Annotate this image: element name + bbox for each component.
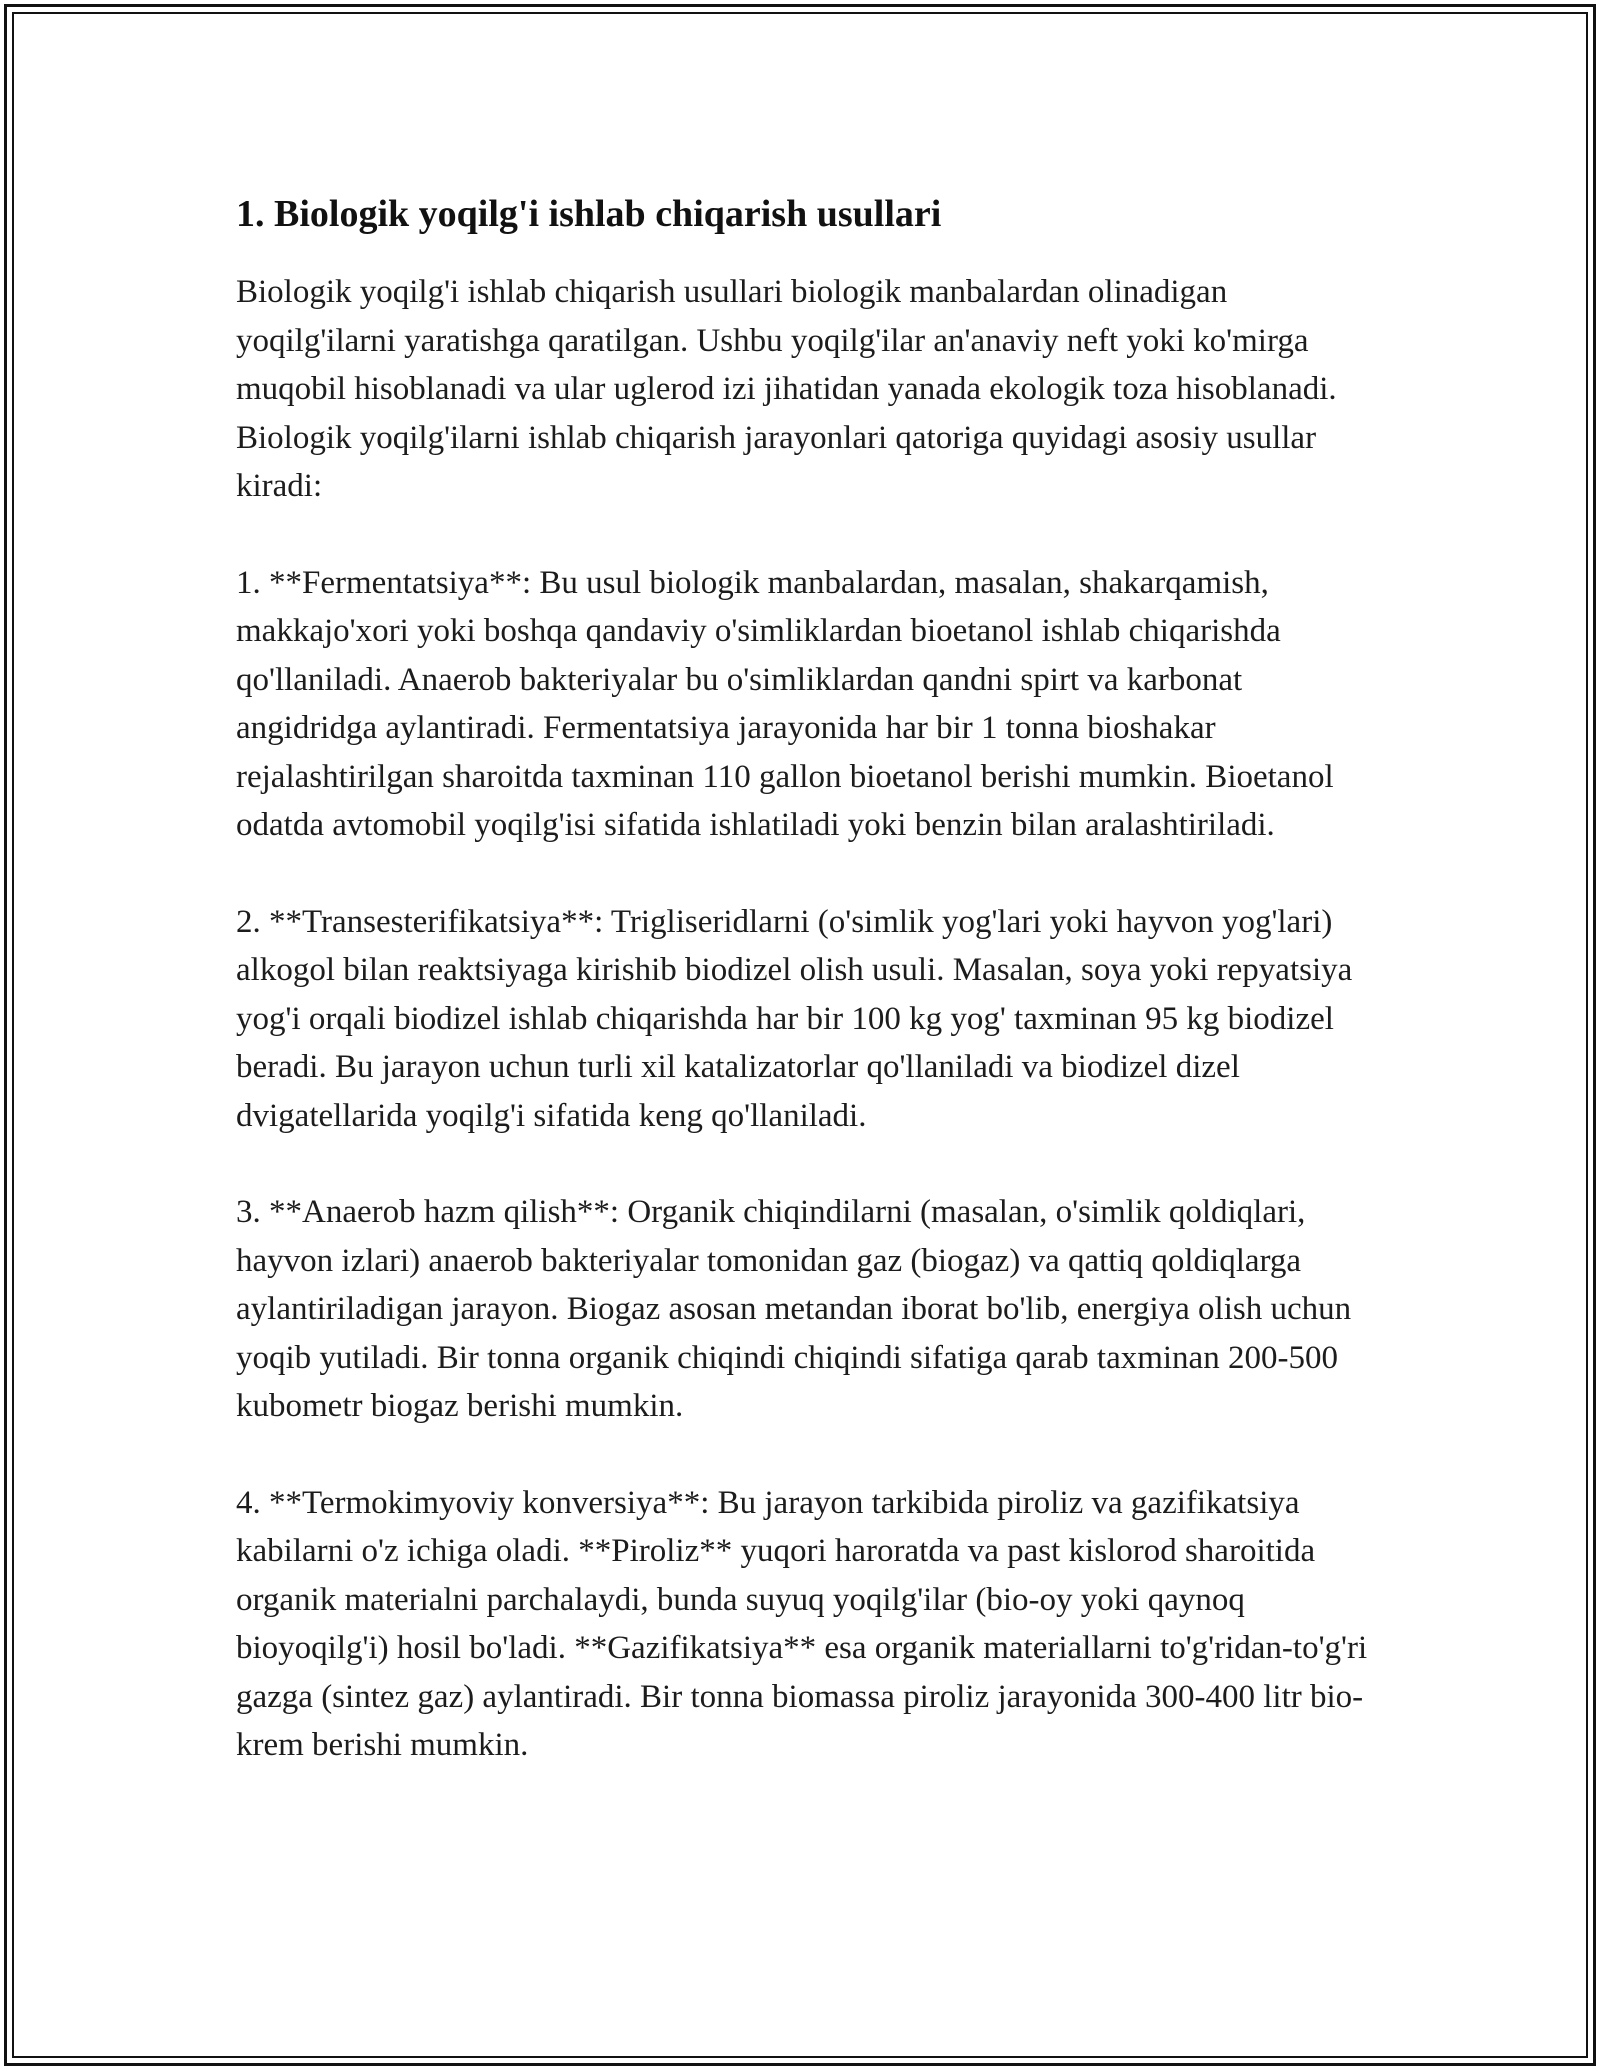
document-body xyxy=(236,184,1386,1818)
anaerobic-digestion-paragraph: 3. **Anaerob hazm qilish**: Organik chiqindilarni (masalan, o'simlik qoldiqlari, hayvon izlari) anaerob bakteriyalar tomonidan gaz (biogaz) va qattiq qoldiqlarga aylantiriladigan jarayon. Biogaz asosan metandan iborat bo'lib, energiya olish uchun yoqib yutiladi. Bir tonna organik chiqindi chiqindi sifatiga qarab taxminan 200-500 kubometr biogaz berishi mumkin. xyxy=(236,1194,1352,1424)
transesterification-paragraph: 2. **Transesterifikatsiya**: Trigliseridlarni (o'simlik yog'lari yoki hayvon yog'lari) alkogol bilan reaktsiyaga kirishib biodizel olish usuli. Masalan, soya yoki repyatsiya yog'i orqali biodizel ishlab chiqarishda har bir 100 kg yog' taxminan 95 kg biodizel beradi. Bu jarayon uchun turli xil katalizatorlar qo'llaniladi va biodizel dizel dvigatellarida yoqilg'i sifatida keng qo'llaniladi. xyxy=(236,903,1353,1134)
document-title: 1. Biologik yoqilg'i ishlab chiqarish usullari xyxy=(236,193,942,235)
intro-paragraph: Biologik yoqilg'i ishlab chiqarish usullari biologik manbalardan olinadigan yoqilg'ilarni yaratishga qaratilgan. Ushbu yoqilg'ilar an'anaviy neft yoki ko'mirga muqobil hisoblanadi va ular uglerod izi jihatidan yanada ekologik toza hisoblanadi. Biologik yoqilg'ilarni ishlab chiqarish jarayonlari qatoriga quyidagi asosiy usullar kiradi: xyxy=(236,274,1337,504)
thermochemical-conversion-paragraph: 4. **Termokimyoviy konversiya**: Bu jarayon tarkibida piroliz va gazifikatsiya kabilarni o'z ichiga oladi. **Piroliz** yuqori haroratda va past kislorod sharoitida organik materialni parchalaydi, bunda suyuq yoqilg'ilar (bio-oy yoki qaynoq bioyoqilg'i) hosil bo'ladi. **Gazifikatsiya** esa organik materiallarni to'g'ridan-to'g'ri gazga (sintez gaz) aylantiradi. Bir tonna biomassa piroliz jarayonida 300-400 litr bio-krem berishi mumkin. xyxy=(236,1484,1368,1763)
fermentation-paragraph: 1. **Fermentatsiya**: Bu usul biologik manbalardan, masalan, shakarqamish, makkajo'xori yoki boshqa qandaviy o'simliklardan bioetanol ishlab chiqarishda qo'llaniladi. Anaerob bakteriyalar bu o'simliklardan qandni spirt va karbonat angidridga aylantiradi. Fermentatsiya jarayonida har bir 1 tonna bioshakar rejalashtirilgan sharoitda taxminan 110 gallon bioetanol berishi mumkin. Bioetanol odatda avtomobil yoqilg'isi sifatida ishlatiladi yoki benzin bilan aralashtiriladi. xyxy=(236,564,1334,843)
